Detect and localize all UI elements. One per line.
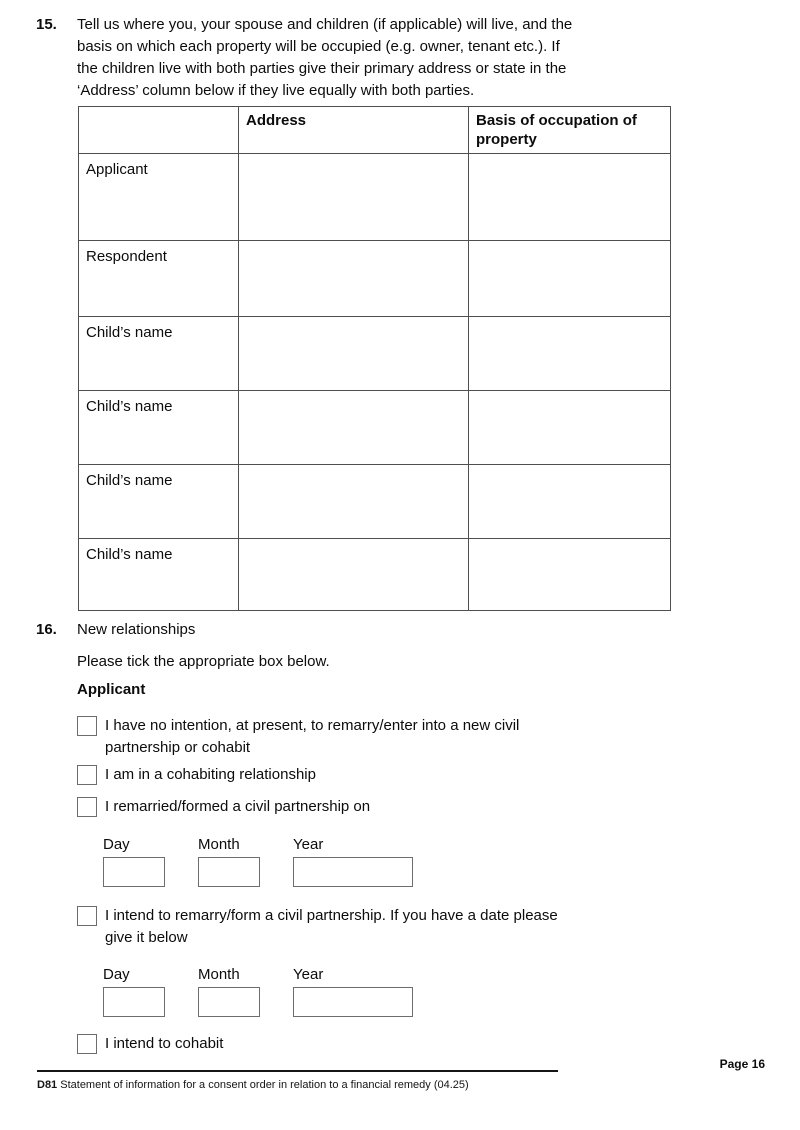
row-label: Child’s name [79,465,239,539]
option-intend-to-cohabit [77,1033,800,1055]
question-15-heading [36,14,800,102]
intend-year-input[interactable] [293,987,413,1017]
col-header-basis: Basis of occupation of property [469,107,671,154]
address-cell[interactable] [239,391,469,465]
remarried-year-input[interactable] [293,857,413,887]
question-15-text: Tell us where you, your spouse and children (if applicable) will live, and the basis on which each property will be occupied (e.g. owner, tenant etc.). If the children live with both parties give their primary address or state in the ‘Address’ column below if they live equally with both parties. [77,16,573,99]
residence-table [78,106,671,611]
checkbox-cohabiting-relationship[interactable] [77,765,97,785]
intend-month-input[interactable] [198,987,260,1017]
basis-cell[interactable] [469,539,671,611]
basis-cell[interactable] [469,154,671,241]
table-row-child-1 [79,317,671,391]
remarried-year-field [293,835,413,887]
option-no-intention [77,715,800,759]
table-row-child-2 [79,391,671,465]
table-row-respondent [79,241,671,317]
checkbox-no-intention[interactable] [77,716,97,736]
basis-cell[interactable] [469,465,671,539]
option-remarried-on [77,796,800,818]
option-cohabiting-relationship [77,764,800,786]
question-16-title: New relationships [77,621,196,638]
col-header-address: Address [239,107,469,154]
question-15-number: 15. [36,16,57,33]
option-label: I am in a cohabiting relationship [105,766,316,783]
table-row-applicant [79,154,671,241]
address-cell[interactable] [239,465,469,539]
month-label: Month [198,836,240,853]
basis-cell[interactable] [469,317,671,391]
address-cell[interactable] [239,317,469,391]
row-label: Applicant [79,154,239,241]
intend-year-field [293,965,413,1017]
basis-cell[interactable] [469,391,671,465]
month-label: Month [198,966,240,983]
applicant-subheading: Applicant [77,681,146,698]
remarried-day-input[interactable] [103,857,165,887]
row-label: Child’s name [79,317,239,391]
option-label: I intend to remarry/form a civil partnership. If you have a date please give it below [105,907,558,946]
remarried-date-group [103,835,800,887]
day-label: Day [103,836,130,853]
question-16-heading [36,619,800,641]
remarried-month-input[interactable] [198,857,260,887]
basis-cell[interactable] [469,241,671,317]
tick-instruction: Please tick the appropriate box below. [77,653,330,670]
table-row-child-3 [79,465,671,539]
row-label: Respondent [79,241,239,317]
question-15 [36,14,800,611]
year-label: Year [293,966,324,983]
form-id: D81 [37,1079,58,1091]
year-label: Year [293,836,324,853]
address-cell[interactable] [239,539,469,611]
remarried-day-field [103,835,165,887]
question-16-body [77,651,800,1055]
intend-day-field [103,965,165,1017]
question-16-number: 16. [36,621,57,638]
row-label: Child’s name [79,391,239,465]
address-cell[interactable] [239,241,469,317]
remarried-month-field [198,835,260,887]
checkbox-remarried-on[interactable] [77,797,97,817]
footer-form-title [37,1078,469,1092]
checkbox-intend-to-remarry[interactable] [77,906,97,926]
page-number: Page 16 [719,1057,765,1071]
form-title: Statement of information for a consent order in relation to a financial remedy (04.25) [60,1079,469,1091]
intend-day-input[interactable] [103,987,165,1017]
checkbox-intend-to-cohabit[interactable] [77,1034,97,1054]
option-label: I intend to cohabit [105,1035,224,1052]
intend-date-group [103,965,800,1017]
address-cell[interactable] [239,154,469,241]
col-header-blank [79,107,239,154]
table-row-child-4 [79,539,671,611]
question-16 [36,619,800,1055]
table-header-row [79,107,671,154]
option-label: I remarried/formed a civil partnership on [105,798,371,815]
row-label: Child’s name [79,539,239,611]
intend-month-field [198,965,260,1017]
option-intend-to-remarry [77,905,800,949]
footer-divider [37,1070,558,1072]
option-label: I have no intention, at present, to remarry/enter into a new civil partnership or cohabit [105,717,520,756]
day-label: Day [103,966,130,983]
